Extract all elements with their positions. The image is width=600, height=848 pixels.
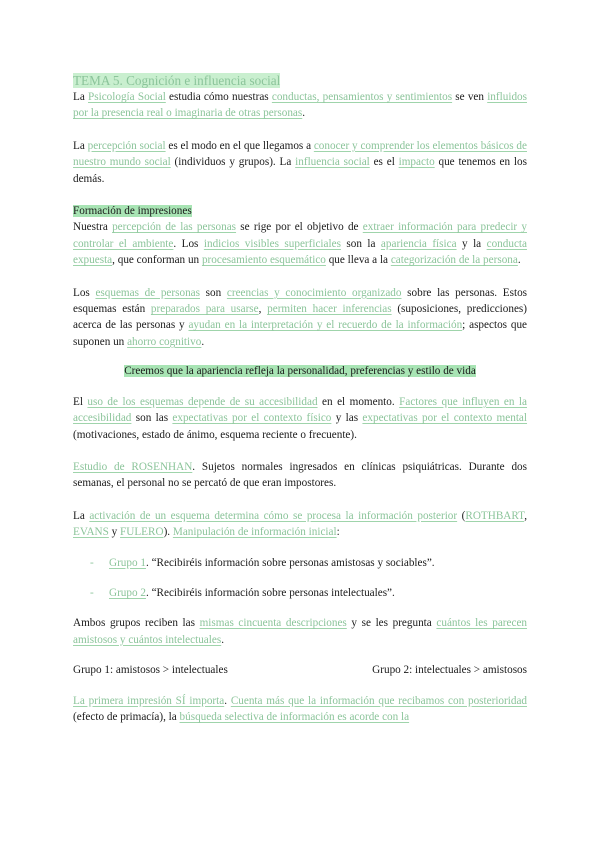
term-influencia-social: influencia social: [295, 156, 370, 169]
term-conductas: conductas, pensamientos y sentimientos: [271, 91, 453, 103]
section-heading: Formación de impresiones: [73, 205, 192, 218]
term-influidos: influidos por la presencia real o imaginaria de otras personas: [73, 91, 527, 120]
term-manipulacion: Manipulación de información inicial: [172, 526, 337, 539]
term-grupo-2: Grupo 2: [109, 586, 146, 599]
result-group-1: Grupo 1: amistosos > intelectuales: [73, 664, 228, 677]
term-creencias: creencias y conocimiento organizado: [226, 286, 402, 299]
paragraph-psicologia-social: La Psicología Social estudia cómo nuestras conductas, pensamientos y sentimientos se ven influidos por la presencia real o imaginaria de otras personas.: [73, 91, 527, 120]
term-factores: Factores que influyen en la accesibilidad: [73, 395, 527, 425]
list-item: - Grupo 2. “Recibiréis información sobre personas intelectuales”.: [90, 586, 395, 599]
author-evans: EVANS: [73, 526, 109, 539]
paragraph-primera-impresion: La primera impresión SÍ importa. Cuenta más que la información que recibamos con posterioridad (efecto de primacía), la búsqueda selectiva de información es acorde con la: [73, 694, 528, 723]
term-extraer: extraer información para predecir y controlar el ambiente: [73, 221, 528, 250]
term-percepcion-personas: percepción de las personas: [112, 221, 237, 234]
paragraph-esquemas: Los esquemas de personas son creencias y conocimiento organizado sobre las personas. Estos esquemas están preparados para usarse, permiten hacer inferencias (suposiciones, predicciones) acerca de las personas y ayudan en la interpretación y el recuerdo de la información; aspectos que suponen un ahorro cognitivo.: [73, 286, 528, 348]
document-page: [73, 72, 527, 725]
list-item: - Grupo 1. “Recibiréis información sobre personas amistosas y sociables”.: [90, 556, 435, 569]
term-rosenhan: Estudio de ROSENHAN: [73, 460, 193, 473]
paragraph-percepcion-personas: Nuestra percepción de las personas se rige por el objetivo de extraer información para predecir y controlar el ambiente. Los indicios visibles superficiales son la apariencia física y la conducta expuesta, que conforman un procesamiento esquemático que lleva a la categorización de la persona.: [73, 221, 528, 267]
term-apariencia: apariencia física: [380, 237, 457, 250]
author-fulero: FULERO: [120, 526, 164, 539]
author-rothbart: ROTHBART: [465, 509, 525, 522]
term-primera-impresion: La primera impresión SÍ importa: [73, 694, 225, 707]
highlight-callout: Creemos que la apariencia refleja la personalidad, preferencias y estilo de vida: [124, 365, 476, 378]
term-grupo-1: Grupo 1: [109, 556, 146, 569]
page-title: TEMA 5. Cognición e influencia social: [73, 73, 281, 88]
term-cuantos: cuántos les parecen amistosos y cuántos intelectuales: [73, 617, 528, 646]
paragraph-accesibilidad: El uso de los esquemas depende de su accesibilidad en el momento. Factores que influyen en la accesibilidad son las expectativas por el contexto físico y las expectativas por el contexto mental (motivaciones, estado de ánimo, esquema reciente o frecuente).: [73, 395, 528, 441]
link-psicologia-social: Psicología Social: [88, 91, 166, 103]
paragraph-descripciones: Ambos grupos reciben las mismas cincuenta descripciones y se les pregunta cuántos les parecen amistosos y cuántos intelectuales.: [73, 617, 528, 646]
term-activacion: activación de un esquema determina cómo se procesa la información posterior: [89, 509, 458, 522]
term-busqueda: búsqueda selectiva de información es acorde con la: [179, 710, 410, 723]
term-procesamiento: procesamiento esquemático: [201, 254, 326, 267]
term-impacto: impacto: [398, 156, 435, 169]
paragraph-percepcion-social: La percepción social es el modo en el que llegamos a conocer y comprender los elementos básicos de nuestro mundo social (individuos y grupos). La influencia social es el impacto que tenemos en los demás.: [73, 139, 527, 185]
term-preparados: preparados para usarse: [150, 303, 259, 316]
term-categorizacion: categorización de la persona: [390, 254, 518, 267]
term-descripciones: mismas cincuenta descripciones: [199, 617, 347, 630]
term-conducta: conducta expuesta: [73, 237, 527, 267]
paragraph-activacion: La activación de un esquema determina cómo se procesa la información posterior (ROTHBART, EVANS y FULERO). Manipulación de información inicial:: [73, 509, 527, 539]
term-percepcion-social: percepción social: [87, 139, 166, 152]
term-mental: expectativas por el contexto mental: [362, 412, 528, 425]
term-fisico: expectativas por el contexto físico: [172, 412, 332, 425]
term-inferencias: permiten hacer inferencias: [267, 303, 392, 316]
term-cuenta-mas: Cuenta más que la información que recibamos con posterioridad: [230, 694, 528, 707]
result-group-2: Grupo 2: intelectuales > amistosos: [372, 664, 527, 677]
term-indicios: indicios visibles superficiales: [203, 237, 341, 250]
results-row: [73, 662, 527, 678]
term-conocer: conocer y comprender los elementos básicos de nuestro mundo social: [73, 139, 527, 169]
term-ahorro: ahorro cognitivo: [127, 335, 202, 348]
term-ayudan: ayudan en la interpretación y el recuerdo de la información: [188, 319, 463, 332]
term-uso: uso de los esquemas depende de su accesibilidad: [87, 395, 318, 408]
term-esquemas: esquemas de personas: [95, 286, 200, 299]
paragraph-rosenhan: Estudio de ROSENHAN. Sujetos normales ingresados en clínicas psiquiátricas. Durante dos semanas, el personal no se percató de que eran impostores.: [73, 460, 527, 490]
